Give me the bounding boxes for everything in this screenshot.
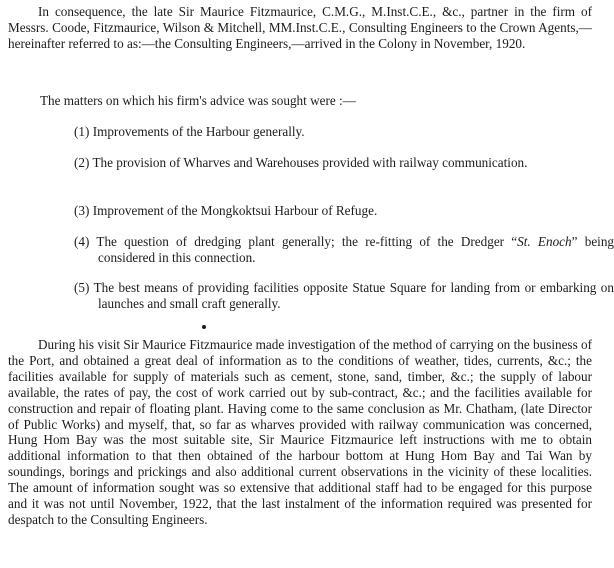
list-text: Improvements of the Harbour generally. xyxy=(92,124,305,139)
list-item-5 xyxy=(74,280,614,312)
list-number: (1) xyxy=(74,124,90,139)
list-text: The provision of Wharves and Warehouses provided with railway communication. xyxy=(92,155,528,170)
list-number: (3) xyxy=(74,203,90,218)
bullet-mark xyxy=(202,325,206,329)
list-number: (4) xyxy=(74,234,90,249)
list-item-2 xyxy=(74,155,614,171)
list-text-after: ” being considered in this connection. xyxy=(98,234,614,265)
list-text-before: The question of dredging plant generally; the re-fitting of the Dredger “ xyxy=(96,234,518,249)
paragraph-consulting-engineers: In consequence, the late Sir Maurice Fitzmaurice, C.M.G., M.Inst.C.E., &c., partner in the firm of Messrs. Coode, Fitzmaurice, Wilson & Mitchell, MM.Inst.C.E., Consulting Engineers to the Crown Agents,—hereinafter referred to as:—the Consulting Engineers,—arrived in the Colony in November, 1920. xyxy=(8,4,592,51)
list-number: (5) xyxy=(74,280,90,295)
list-text: The best means of providing facilities opposite Statue Square for landing from or embarking on launches and small craft generally. xyxy=(93,280,614,311)
dredger-name: St. Enoch xyxy=(517,234,572,249)
list-number: (2) xyxy=(74,155,90,170)
paragraph-investigation: During his visit Sir Maurice Fitzmaurice made investigation of the method of carrying on the business of the Port, and obtained a great deal of information as to the conditions of weather, tides, currents, &c.; the facilities available for supply of materials such as cement, stone, sand, timber, &c.; the supply of labour available, the rates of pay, the cost of work carried out by sub-contract, &c.; and the facilities available for construction and repair of floating plant. Having come to the same conclusion as Mr. Chatham, (late Director of Public Works) and myself, that, so far as wharves provided with railway communication was concerned, Hung Hom Bay was the most suitable site, Sir Maurice Fitzmaurice left instructions with me to obtain additional information to that then obtained of the harbour bottom at Hung Hom Bay and Tai Wan by soundings, borings and prickings and also additional current observations in the vicinity of these localities. The amount of information sought was so extensive that additional staff had to be engaged for this purpose and it was not until November, 1922, that the last instalment of the information required was presented for despatch to the Consulting Engineers. xyxy=(8,337,592,527)
list-item-3 xyxy=(74,203,614,219)
list-item-1 xyxy=(74,124,614,140)
list-item-4 xyxy=(74,234,614,266)
list-text: Improvement of the Mongkoktsui Harbour of Refuge. xyxy=(92,203,378,218)
matters-intro: The matters on which his firm's advice was sought were :— xyxy=(40,93,356,108)
